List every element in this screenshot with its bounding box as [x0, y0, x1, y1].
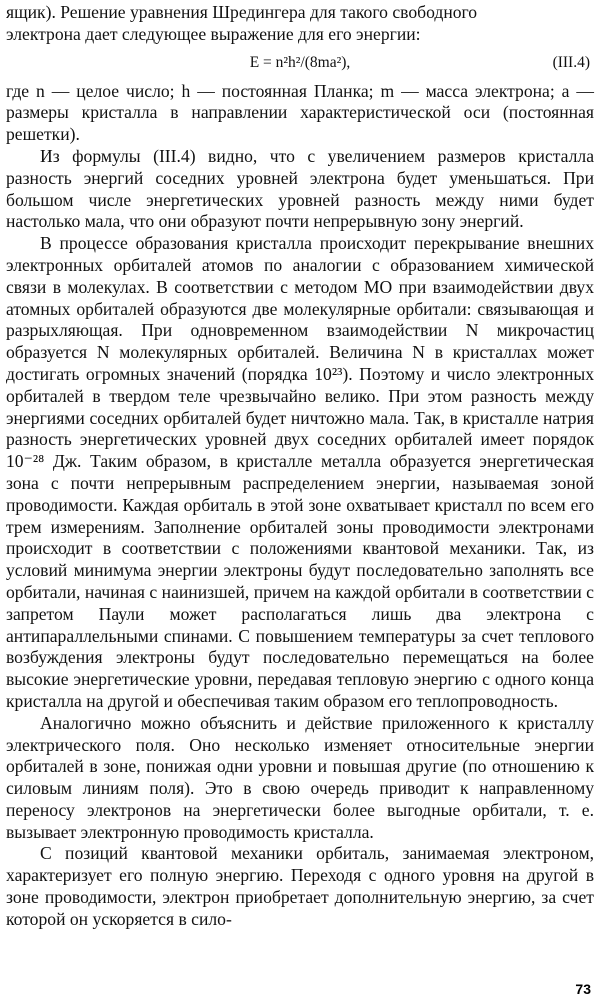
page-number: 73: [575, 981, 591, 997]
intro-line-1: ящик). Решение уравнения Шредингера для такого свободного: [6, 2, 478, 22]
energy-formula: E = n²h²/(8ma²),: [249, 53, 351, 71]
paragraph-quantum-view: С позиций квантовой механики орбиталь, занимаемая электроном, характеризует его полную энергию. Переходя с одного уровня на другой в зоне проводимости, электрон приобретает дополнительную энергию, за счет которой он ускоряется в сило-: [6, 843, 594, 929]
formula-number: (III.4): [552, 53, 590, 71]
paragraph-formula-consequence: Из формулы (III.4) видно, что с увеличением размеров кристалла разность энергий соседних уровней электрона будет уменьшаться. При большом числе энергетических уровней разность между ними будет настолько мала, что они образуют почти непрерывную зону энергий.: [6, 145, 594, 232]
formula-block: [6, 48, 594, 78]
page-body: [6, 2, 594, 931]
paragraph-crystal-formation: В процессе образования кристалла происходит перекрывание внешних электронных орбиталей атомов по аналогии с образованием химической связи в молекулах. В соответствии с методом МО при взаимодействии двух атомных орбиталей образуются две молекулярные орбитали: связывающая и разрыхляющая. При одновременном взаимодействии N микрочастиц образуется N молекулярных орбиталей. Величина N в кристаллах может достигать огромных значений (порядка 10²³). Поэтому и число электронных орбиталей в твердом теле чрезвычайно велико. При этом разность между энергиями соседних орбиталей будет ничтожно мала. Так, в кристалле натрия разность энергетических уровней двух соседних орбиталей имеет порядок 10⁻²⁸ Дж. Таким образом, в кристалле металла образуется энергетическая зона с почти непрерывным распределением энергии, называемая зоной проводимости. Каждая орбиталь в этой зоне охватывает кристалл по всем его трем измерениям. Заполнение орбиталей зоны проводимости электронами происходит в соответствии с положениями квантовой механики. Так, из условий минимума энергии электроны будут последовательно заполнять все орбитали, начиная с наинизшей, причем на каждой орбитали в соответствии с запретом Паули может располагаться лишь два электрона с антипараллельными спинами. С повышением температуры за счет теплового возбуждения электроны будут последовательно перемещаться на более высокие энергетические уровни, передавая тепловую энергию с одного конца кристалла на другой и обеспечивая таким образом его теплопроводность.: [6, 233, 594, 711]
paragraph-electric-field: Аналогично можно объяснить и действие приложенного к кристаллу электрического поля. Оно несколько изменяет относительные энергии орбиталей в зоне, понижая одни уровни и повышая другие (по отношению к силовым линиям поля). Это в свою очередь приводит к направленному переносу электронов на энергетически более выгодные орбитали, т. е. вызывает электронную проводимость кристалла.: [6, 712, 594, 842]
paragraph-definitions: где n — целое число; h — постоянная Планка; m — масса электрона; a — размеры кристалла в направлении характеристической оси (постоянная решетки).: [6, 80, 594, 145]
intro-line-2: электрона дает следующее выражение для его энергии:: [6, 23, 421, 44]
